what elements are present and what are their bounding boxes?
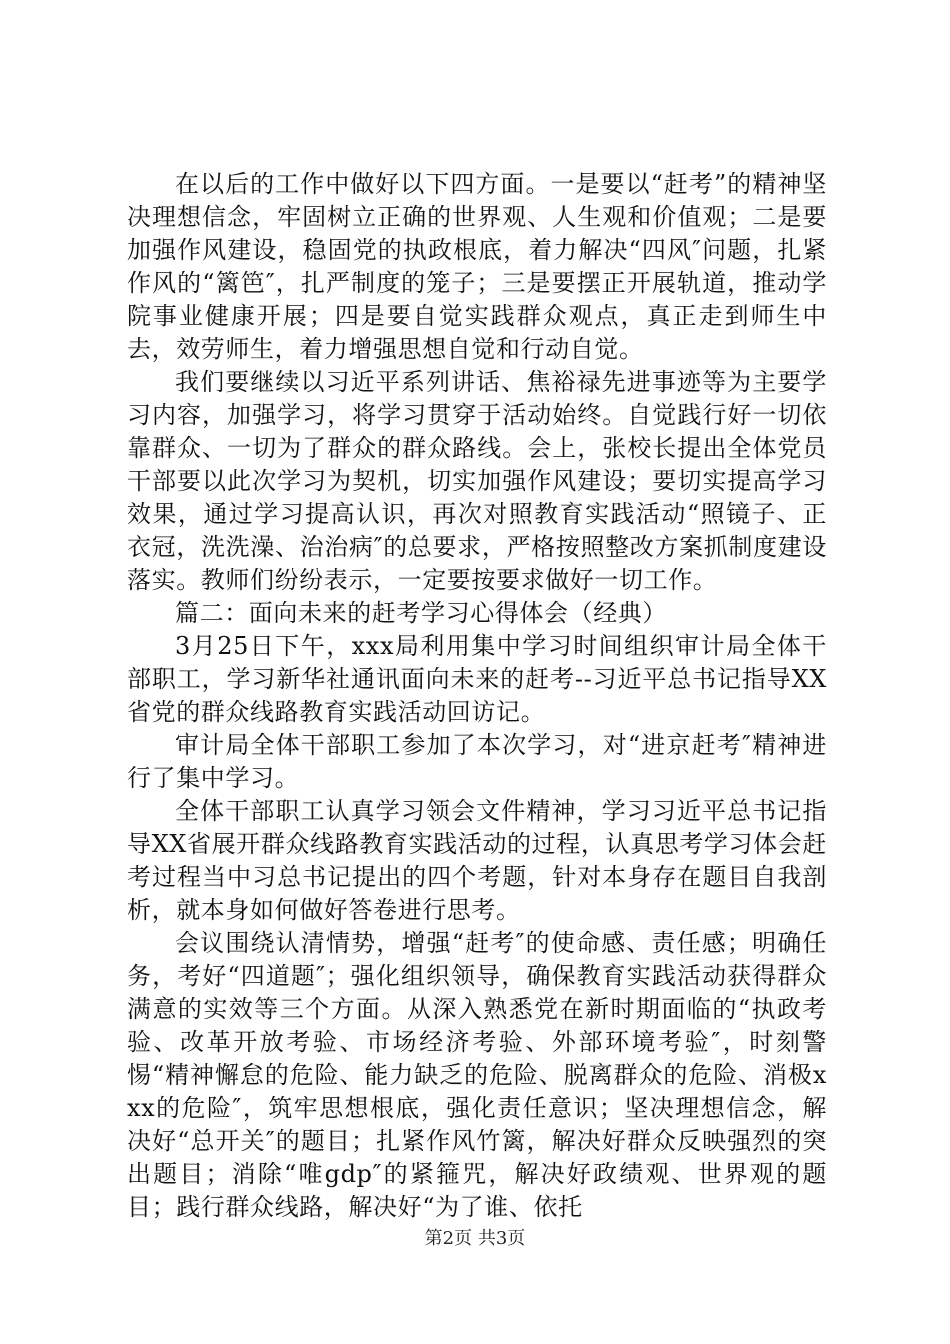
paragraph-2: 我们要继续以习近平系列讲话、焦裕禄先进事迹等为主要学习内容，加强学习，将学习贯穿于活动始终。自觉践行好一切依靠群众、一切为了群众的群众路线。会上，张校长提出全体党员干部要以此次学习为契机，切实加强作风建设；要切实提高学习效果，通过学习提高认识，再次对照教育实践活动“照镜子、正衣冠，洗洗澡、治治病″的总要求，严格按照整改方案抓制度建设落实。教师们纷纷表示，一定要按要求做好一切工作。 <box>127 368 827 594</box>
paragraph-3: 3月25日下午，xxx局利用集中学习时间组织审计局全体干部职工，学习新华社通讯面向未来的赶考--习近平总书记指导XX省党的群众线路教育实践活动回访记。 <box>127 632 827 726</box>
document-body <box>127 168 827 1224</box>
paragraph-4: 审计局全体干部职工参加了本次学习，对“进京赶考″精神进行了集中学习。 <box>127 731 827 792</box>
paragraph-1: 在以后的工作中做好以下四方面。一是要以“赶考”的精神坚决理想信念，牢固树立正确的世界观、人生观和价值观；二是要加强作风建设，稳固党的执政根底，着力解决“四风″问题，扎紧作风的“篱笆″，扎严制度的笼子；三是要摆正开展轨道，推动学院事业健康开展；四是要自觉实践群众观点，真正走到师生中去，效劳师生，着力增强思想自觉和行动自觉。 <box>127 170 827 363</box>
paragraph-5: 全体干部职工认真学习领会文件精神，学习习近平总书记指导XX省展开群众线路教育实践活动的过程，认真思考学习体会赶考过程当中习总书记提出的四个考题，针对本身存在题目自我剖析，就本身如何做好答卷进行思考。 <box>127 797 827 924</box>
paragraph-6: 会议围绕认清情势，增强“赶考″的使命感、责任感；明确任务，考好“四道题″；强化组织领导，确保教育实践活动获得群众满意的实效等三个方面。从深入熟悉党在新时期面临的“执政考验、改革开放考验、市场经济考验、外部环境考验″，时刻警惕“精神懈怠的危险、能力缺乏的危险、脱离群众的危险、消极xxx的危险″，筑牢思想根底，强化责任意识；坚决理想信念，解决好“总开关″的题目；扎紧作风竹篱，解决好群众反映强烈的突出题目；消除“唯gdp″的紧箍咒，解决好政绩观、世界观的题目；践行群众线路，解决好“为了谁、依托 <box>127 929 827 1221</box>
page-number-footer: 第2页 共3页 <box>424 1228 526 1249</box>
section-heading: 篇二：面向未来的赶考学习心得体会（经典） <box>175 599 667 627</box>
